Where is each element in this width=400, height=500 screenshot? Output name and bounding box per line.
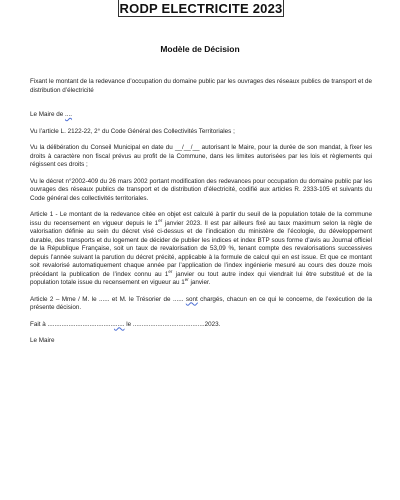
article-1-text-c: janvier ou tout autre index qui viendrait lui être substitué et de la population totale issue du recensement en vigueur au 1 — [30, 270, 373, 286]
signature: Le Maire — [30, 337, 55, 344]
article-2 — [30, 296, 372, 313]
article-2-text-a: Article 2 – Mme / M. le ...... et M. le Trésorier de ...... — [30, 295, 186, 303]
article-2-flagged-word: sont — [185, 295, 198, 303]
article-1-text-a: Article 1 - Le montant de la redevance citée en objet est calculé à partir du seuil de la population totale de la commune issu du recensement en vigueur depuis le 1 — [30, 211, 372, 227]
vu-paragraph-3: Vu le décret n°2002-409 du 26 mars 2002 portant modification des redevances pour occupation du domaine public par les ouvrages des réseaux publics de transport et de distribution d’électricité, codifié aux articles R. 2333-105 et suivants du Code général des collectivités territoriales. — [30, 177, 372, 202]
fait-line — [30, 321, 372, 330]
article-1-sup-a: er — [158, 217, 163, 223]
article-1 — [30, 211, 372, 288]
banner-title: RODP ELECTRICITE 2023 — [119, 0, 283, 16]
article-1-text-d: janvier. — [188, 279, 211, 286]
intro-paragraph: Fixant le montant de la redevance d’occupation du domaine public par les ouvrages des réseaux publics de transport et de distribution d’électricité — [30, 78, 372, 94]
vu-paragraph-2: Vu la délibération du Conseil Municipal en date du __/__/__ autorisant le Maire, pour la durée de son mandat, à fixer les droits à caractère non fiscal prévus au profit de la Commune, dans les limites autorisées par les lois et règlements qui régissent ces droits ; — [30, 144, 372, 168]
fait-flagged-dots: ...... — [113, 320, 125, 328]
article-1-text-b: janvier 2023. Il est par ailleurs fixé au taux maximum selon la règle de valorisation définie au sein du décret visé ci-dessus et de l’indication du ministère de l’écologie, du développement durable, des transports et du logement de décider de publier les indices et index BTP sous forme d’avis au Journal officiel de la République Française, soit un taux de revalorisation de 53,09 %, tenant compte des revalorisations successives depuis l’année suivant la parution du décret précité, applicable à la formule de calcul qui en est issue. Et que ce montant soit revalorisé automatiquement chaque année par l’application de l’index ingénierie mesuré au cours des douze mois précédant la publication de l’index connu au 1 — [30, 219, 372, 278]
title-banner — [118, 0, 284, 17]
article-1-sup-c: er — [184, 276, 189, 282]
maire-line-blank: .... — [65, 111, 73, 118]
document-subtitle: Modèle de Décision — [160, 44, 240, 54]
document-body — [30, 78, 372, 354]
article-2-text-b: chargés, chacun en ce qui le concerne, de l’exécution de la présente décision. — [30, 295, 372, 311]
article-1-sup-b: er — [168, 268, 173, 274]
fait-text-a: Fait à ...................................... — [30, 320, 114, 328]
maire-line-text: Le Maire de — [30, 111, 66, 118]
fait-text-b: le .........................................2023. — [124, 320, 221, 328]
maire-line — [30, 111, 372, 120]
vu-paragraph-1: Vu l’article L. 2122-22, 2° du Code Général des Collectivités Territoriales ; — [30, 127, 235, 135]
